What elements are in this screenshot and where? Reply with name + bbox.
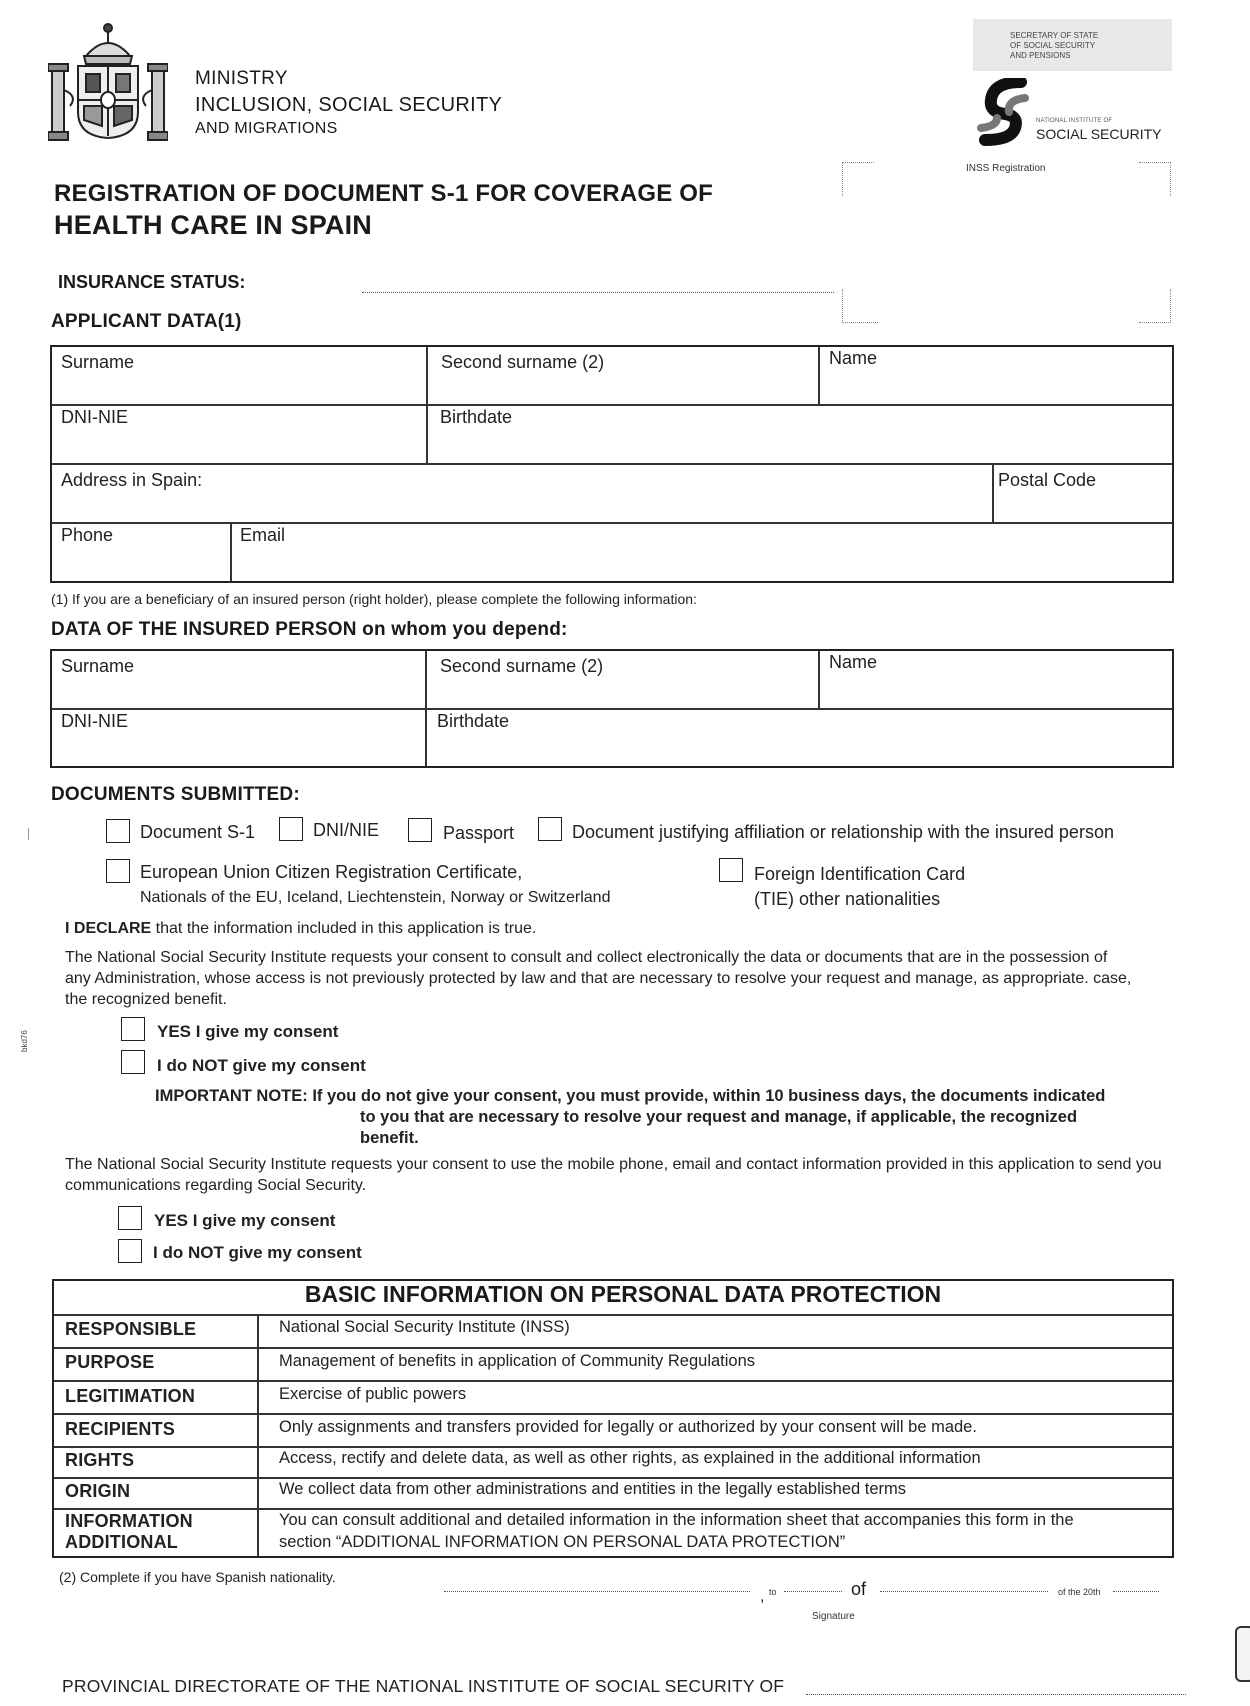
- applicant-birthdate-field[interactable]: Birthdate: [440, 407, 513, 427]
- secretary-line-1: SECRETARY OF STATE: [1010, 31, 1099, 40]
- applicant-data-heading: APPLICANT DATA(1): [51, 311, 242, 332]
- consult-consent-yes-checkbox[interactable]: [121, 1017, 145, 1041]
- day-field[interactable]: [784, 1591, 842, 1592]
- dp-key-purpose: PURPOSE: [65, 1352, 155, 1372]
- justifying-document-label: Document justifying affiliation or relationship with the insured person: [572, 822, 1114, 842]
- dp-key-legitimation: LEGITIMATION: [65, 1386, 196, 1406]
- consult-consent-no-label: I do NOT give my consent: [157, 1056, 366, 1075]
- insurance-status-field[interactable]: [362, 292, 834, 293]
- applicant-name-field[interactable]: Name: [829, 348, 878, 368]
- date-comma: ,: [760, 1588, 765, 1605]
- secretary-line-3: AND PENSIONS: [1010, 51, 1071, 60]
- declaration-rest: that the information included in this application is true.: [151, 920, 537, 937]
- secretary-line-2: OF SOCIAL SECURITY: [1010, 41, 1096, 50]
- declaration-text: [65, 918, 536, 939]
- dp-value-additional-line-2: section “ADDITIONAL INFORMATION ON PERSONAL DATA PROTECTION”: [279, 1533, 846, 1551]
- place-field[interactable]: [444, 1591, 750, 1592]
- insured-person-table: [50, 649, 1174, 768]
- form-title-line-1: REGISTRATION OF DOCUMENT S-1 FOR COVERAGE OF: [54, 180, 714, 207]
- signature-label: Signature: [812, 1611, 855, 1622]
- provincial-directorate-label: PROVINCIAL DIRECTORATE OF THE NATIONAL INSTITUTE OF SOCIAL SECURITY OF: [62, 1676, 785, 1696]
- applicant-dni-nie-field[interactable]: DNI-NIE: [61, 407, 128, 427]
- side-tick: [28, 828, 29, 840]
- year-field[interactable]: [1113, 1591, 1159, 1592]
- declaration-bold: I DECLARE: [65, 920, 152, 937]
- inss-logo-icon: [975, 78, 1031, 150]
- insured-second-surname-field[interactable]: Second surname (2): [440, 656, 604, 676]
- dp-value-rights: Access, rectify and delete data, as well as other rights, as explained in the additional information: [279, 1449, 981, 1467]
- foreign-identification-card-label: Foreign Identification Card: [754, 864, 966, 884]
- consult-consent-no-checkbox[interactable]: [121, 1050, 145, 1074]
- form-title-line-2: HEALTH CARE IN SPAIN: [54, 210, 373, 240]
- dp-value-legitimation: Exercise of public powers: [279, 1385, 467, 1403]
- dp-value-recipients: Only assignments and transfers provided for legally or authorized by your consent will be made.: [279, 1418, 977, 1436]
- passport-checkbox[interactable]: [408, 818, 432, 842]
- applicant-second-surname-field[interactable]: Second surname (2): [441, 352, 605, 372]
- provincial-directorate-field[interactable]: [806, 1694, 1186, 1695]
- consult-consent-yes-label: YES I give my consent: [157, 1022, 339, 1041]
- coat-of-arms-icon: [48, 20, 168, 148]
- consent-request-2: The National Social Security Institute requests your consent to use the mobile phone, email and contact information provided in this application to send you communications regarding Social Security.: [65, 1156, 1162, 1194]
- foreign-identification-card-sublabel: (TIE) other nationalities: [754, 889, 941, 909]
- secretary-of-state-text: [1010, 31, 1120, 61]
- ministry-line-3: AND MIGRATIONS: [195, 120, 338, 137]
- footnote-1: (1) If you are a beneficiary of an insured person (right holder), please complete the following information:: [51, 591, 697, 607]
- insured-birthdate-field[interactable]: Birthdate: [437, 711, 510, 731]
- contact-consent-no-checkbox[interactable]: [118, 1239, 142, 1263]
- inss-small-text: NATIONAL INSTITUTE OF: [1036, 118, 1113, 124]
- dp-value-purpose: Management of benefits in application of Community Regulations: [279, 1352, 756, 1370]
- contact-consent-yes-checkbox[interactable]: [118, 1206, 142, 1230]
- dp-key-origin: ORIGIN: [65, 1481, 131, 1501]
- eu-registration-certificate-sublabel: Nationals of the EU, Iceland, Liechtenstein, Norway or Switzerland: [140, 889, 611, 906]
- foreign-identification-card-checkbox[interactable]: [719, 858, 743, 882]
- contact-consent-no-label: I do NOT give my consent: [153, 1243, 362, 1262]
- documents-submitted-heading: DOCUMENTS SUBMITTED:: [51, 784, 300, 805]
- eu-registration-certificate-checkbox[interactable]: [106, 859, 130, 883]
- applicant-surname-field[interactable]: Surname: [61, 352, 135, 372]
- date-of-label: of: [851, 1579, 867, 1599]
- important-note-line-1: IMPORTANT NOTE: If you do not give your consent, you must provide, within 10 business days, the documents indicated: [155, 1087, 1106, 1105]
- justifying-document-checkbox[interactable]: [538, 817, 562, 841]
- inss-registration-label: INSS Registration: [966, 163, 1046, 174]
- dp-value-additional-line-1: You can consult additional and detailed information in the information sheet that accompanies this form in the: [279, 1511, 1074, 1529]
- ministry-line-1: MINISTRY: [195, 68, 288, 89]
- registration-stamp-corner: [842, 162, 874, 196]
- registration-stamp-corner: [1139, 289, 1171, 323]
- dp-key-additional-line-2: ADDITIONAL: [65, 1532, 178, 1552]
- dp-key-responsible: RESPONSIBLE: [65, 1319, 197, 1339]
- insured-dni-nie-field[interactable]: DNI-NIE: [61, 711, 128, 731]
- applicant-data-table: [50, 345, 1174, 583]
- important-note-line-3: benefit.: [360, 1129, 419, 1147]
- consent-request-1: The National Social Security Institute requests your consent to consult and collect electronically the data or documents that are in the possession of any Administration, whose access is not previously protected by law and that are necessary to resolve your request and manage, as appropriate. case, the recognized benefit.: [65, 949, 1132, 1008]
- insured-surname-field[interactable]: Surname: [61, 656, 135, 676]
- applicant-address-field[interactable]: Address in Spain:: [61, 470, 203, 490]
- dp-key-recipients: RECIPIENTS: [65, 1419, 176, 1439]
- registration-stamp-corner: [1139, 162, 1171, 196]
- ministry-line-2: INCLUSION, SOCIAL SECURITY: [195, 94, 503, 116]
- insured-person-heading: DATA OF THE INSURED PERSON on whom you depend:: [51, 619, 568, 640]
- dp-key-rights: RIGHTS: [65, 1450, 135, 1470]
- insurance-status-label: INSURANCE STATUS:: [58, 272, 246, 292]
- dp-value-responsible: National Social Security Institute (INSS): [279, 1318, 570, 1336]
- scrollbar-handle[interactable]: [1235, 1626, 1250, 1682]
- important-note-line-2: to you that are necessary to resolve your request and manage, if applicable, the recognized: [360, 1108, 1078, 1126]
- document-s1-checkbox[interactable]: [106, 819, 130, 843]
- dp-value-origin: We collect data from other administrations and entities in the legally established terms: [279, 1480, 907, 1498]
- document-s1-label: Document S-1: [140, 822, 256, 842]
- contact-consent-yes-label: YES I give my consent: [154, 1211, 336, 1230]
- inss-name: SOCIAL SECURITY: [1036, 126, 1162, 142]
- applicant-phone-field[interactable]: Phone: [61, 525, 114, 545]
- insured-name-field[interactable]: Name: [829, 652, 878, 672]
- side-form-code: bkd76: [20, 1030, 29, 1052]
- dni-nie-checkbox[interactable]: [279, 817, 303, 841]
- registration-stamp-corner: [842, 289, 878, 323]
- date-to-label: to: [769, 1587, 777, 1597]
- passport-label: Passport: [443, 823, 515, 843]
- month-field[interactable]: [880, 1591, 1048, 1592]
- dni-nie-label: DNI/NIE: [313, 820, 380, 840]
- date-year-label: of the 20th: [1058, 1587, 1101, 1597]
- dp-key-additional-line-1: INFORMATION: [65, 1511, 193, 1531]
- applicant-postal-code-field[interactable]: Postal Code: [998, 470, 1097, 490]
- footnote-2: (2) Complete if you have Spanish nationality.: [59, 1569, 336, 1585]
- eu-registration-certificate-label: European Union Citizen Registration Certificate,: [140, 862, 523, 882]
- applicant-email-field[interactable]: Email: [240, 525, 286, 545]
- data-protection-title: BASIC INFORMATION ON PERSONAL DATA PROTECTION: [304, 1281, 942, 1307]
